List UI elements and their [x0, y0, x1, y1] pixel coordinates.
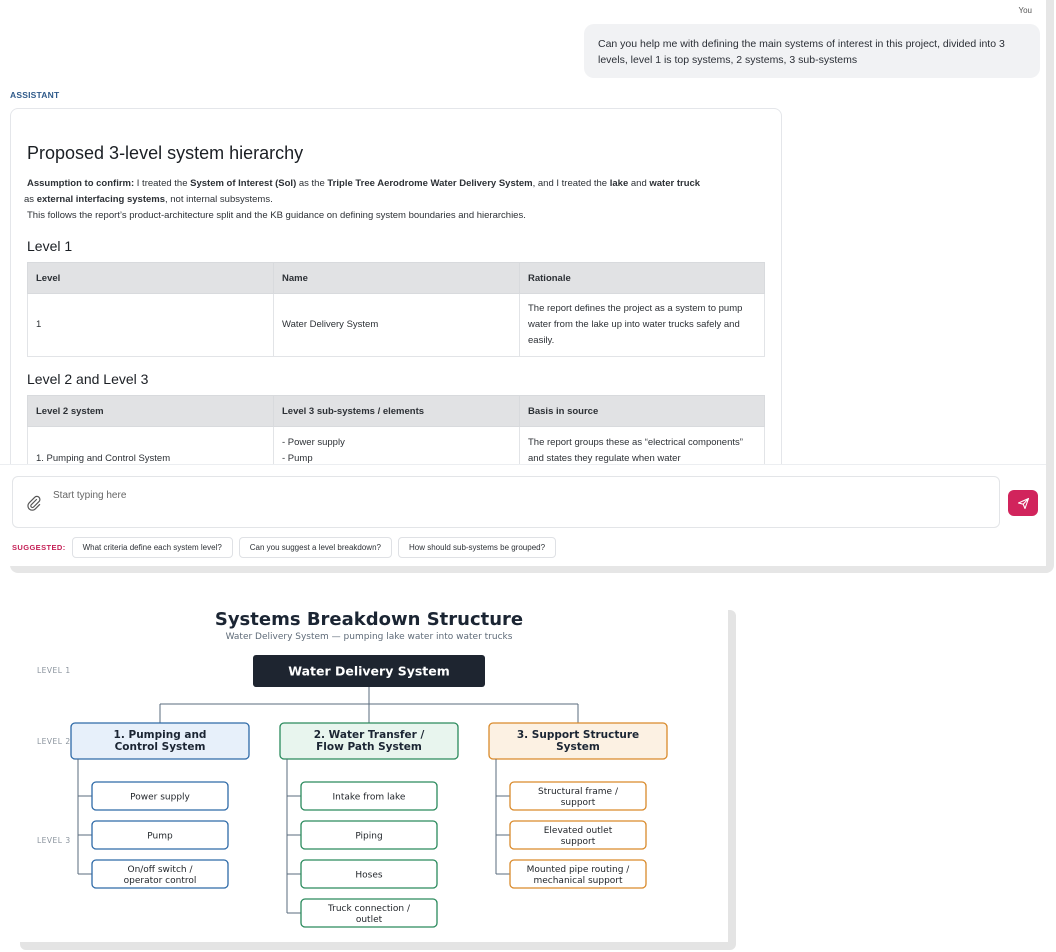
- subsystem-node-label: Mounted pipe routing /: [526, 865, 630, 875]
- table-header-cell: Level: [28, 263, 274, 294]
- level-label: LEVEL 3: [37, 836, 71, 845]
- root-node-label: Water Delivery System: [288, 663, 450, 679]
- table-cell-text: 1. Pumping and Control System: [36, 453, 171, 464]
- assumption-label: Assumption to confirm:: [27, 178, 135, 189]
- assumption-text: I treated the: [134, 178, 191, 189]
- send-button[interactable]: [1008, 490, 1038, 516]
- level-label: LEVEL 2: [37, 737, 71, 746]
- system-node-label: 2. Water Transfer /: [313, 729, 425, 741]
- level1-table: [27, 262, 765, 357]
- subsystem-node-label: Structural frame /: [538, 787, 618, 797]
- table-header-cell: Name: [274, 263, 520, 294]
- subsystem-node-label: Truck connection /: [327, 904, 411, 914]
- table-cell-text: - Power supply: [282, 437, 345, 448]
- systems-breakdown-diagram: [0, 600, 728, 942]
- level-label: LEVEL 1: [37, 666, 71, 675]
- subsystem-node-label: support: [560, 837, 596, 847]
- table-header-row: [28, 396, 765, 427]
- table-row: [28, 294, 765, 357]
- assumption-text: , and I treated the: [532, 178, 610, 189]
- level1-heading: Level 1: [27, 238, 73, 254]
- subsystem-node-label: Pump: [147, 831, 173, 842]
- system-node-label: 3. Support Structure: [516, 729, 640, 741]
- assumption-text: , not internal subsystems.: [165, 194, 273, 205]
- paperclip-icon[interactable]: [27, 495, 41, 511]
- assumption-bold: System of Interest (SoI): [190, 178, 297, 189]
- source-note: This follows the report’s product-architecture split and the KB guidance on defining system boundaries and hierarchies.: [27, 210, 526, 221]
- subsystem-node-label: Power supply: [130, 792, 190, 803]
- suggested-prompts: [12, 536, 562, 558]
- assumption-bold: lake: [609, 178, 629, 189]
- system-node-label: System: [556, 741, 600, 753]
- assumption-text: as the: [296, 178, 328, 189]
- table-cell: 1: [28, 294, 274, 357]
- diagram-title: Systems Breakdown Structure: [214, 609, 524, 630]
- subsystem-node-label: mechanical support: [533, 876, 623, 886]
- assumption-text: as: [24, 194, 37, 205]
- subsystem-node-label: support: [560, 798, 596, 808]
- subsystem-node-label: outlet: [355, 915, 383, 925]
- suggestion-chip[interactable]: What criteria define each system level?: [72, 537, 233, 558]
- system-node-label: 1. Pumping and: [113, 729, 207, 741]
- assumption-bold: Triple Tree Aerodrome Water Delivery System: [327, 178, 533, 189]
- diagram-canvas: [0, 600, 728, 942]
- connector-line: [160, 687, 578, 723]
- table-cell: The report defines the project as a system to pump water from the lake up into water trucks safely and easily.: [520, 294, 765, 357]
- subsystem-node-label: Intake from lake: [332, 792, 406, 803]
- subsystem-node-label: Hoses: [355, 870, 383, 881]
- message-composer[interactable]: [12, 476, 1000, 528]
- subsystem-node-label: Piping: [355, 831, 383, 842]
- message-input[interactable]: [53, 487, 953, 503]
- diagram-subtitle: Water Delivery System — pumping lake water into water trucks: [225, 632, 513, 642]
- send-icon: [1017, 497, 1030, 510]
- system-node-label: Control System: [114, 741, 206, 753]
- response-title: Proposed 3-level system hierarchy: [27, 143, 304, 163]
- table-cell-text: The report groups these as “electrical components” and states they regulate when water: [528, 437, 743, 464]
- table-header-cell: Level 3 sub-systems / elements: [274, 396, 520, 427]
- assumption-paragraph: [24, 176, 767, 208]
- table-cell-text: - Pump: [282, 453, 313, 464]
- assumption-text: and: [628, 178, 650, 189]
- table-cell: Water Delivery System: [274, 294, 520, 357]
- suggestion-chip[interactable]: Can you suggest a level breakdown?: [239, 537, 392, 558]
- level23-heading: Level 2 and Level 3: [27, 371, 149, 387]
- table-header-cell: Level 2 system: [28, 396, 274, 427]
- assumption-bold: water truck: [649, 178, 701, 189]
- subsystem-node-label: Elevated outlet: [543, 826, 613, 836]
- suggested-label: SUGGESTED:: [12, 542, 66, 552]
- suggestion-chip[interactable]: How should sub-systems be grouped?: [398, 537, 556, 558]
- table-header-cell: Basis in source: [520, 396, 765, 427]
- assistant-label: ASSISTANT: [10, 90, 60, 100]
- assumption-bold: external interfacing systems: [36, 194, 165, 205]
- subsystem-node-label: On/off switch /: [127, 865, 193, 875]
- user-label: You: [1018, 6, 1032, 15]
- subsystem-node-label: operator control: [123, 876, 197, 886]
- table-header-cell: Rationale: [520, 263, 765, 294]
- table-header-row: [28, 263, 765, 294]
- system-node-label: Flow Path System: [316, 741, 422, 753]
- user-message-bubble: Can you help me with defining the main systems of interest in this project, divided into 3 levels, level 1 is top systems, 2 systems, 3 sub-systems: [584, 24, 1040, 78]
